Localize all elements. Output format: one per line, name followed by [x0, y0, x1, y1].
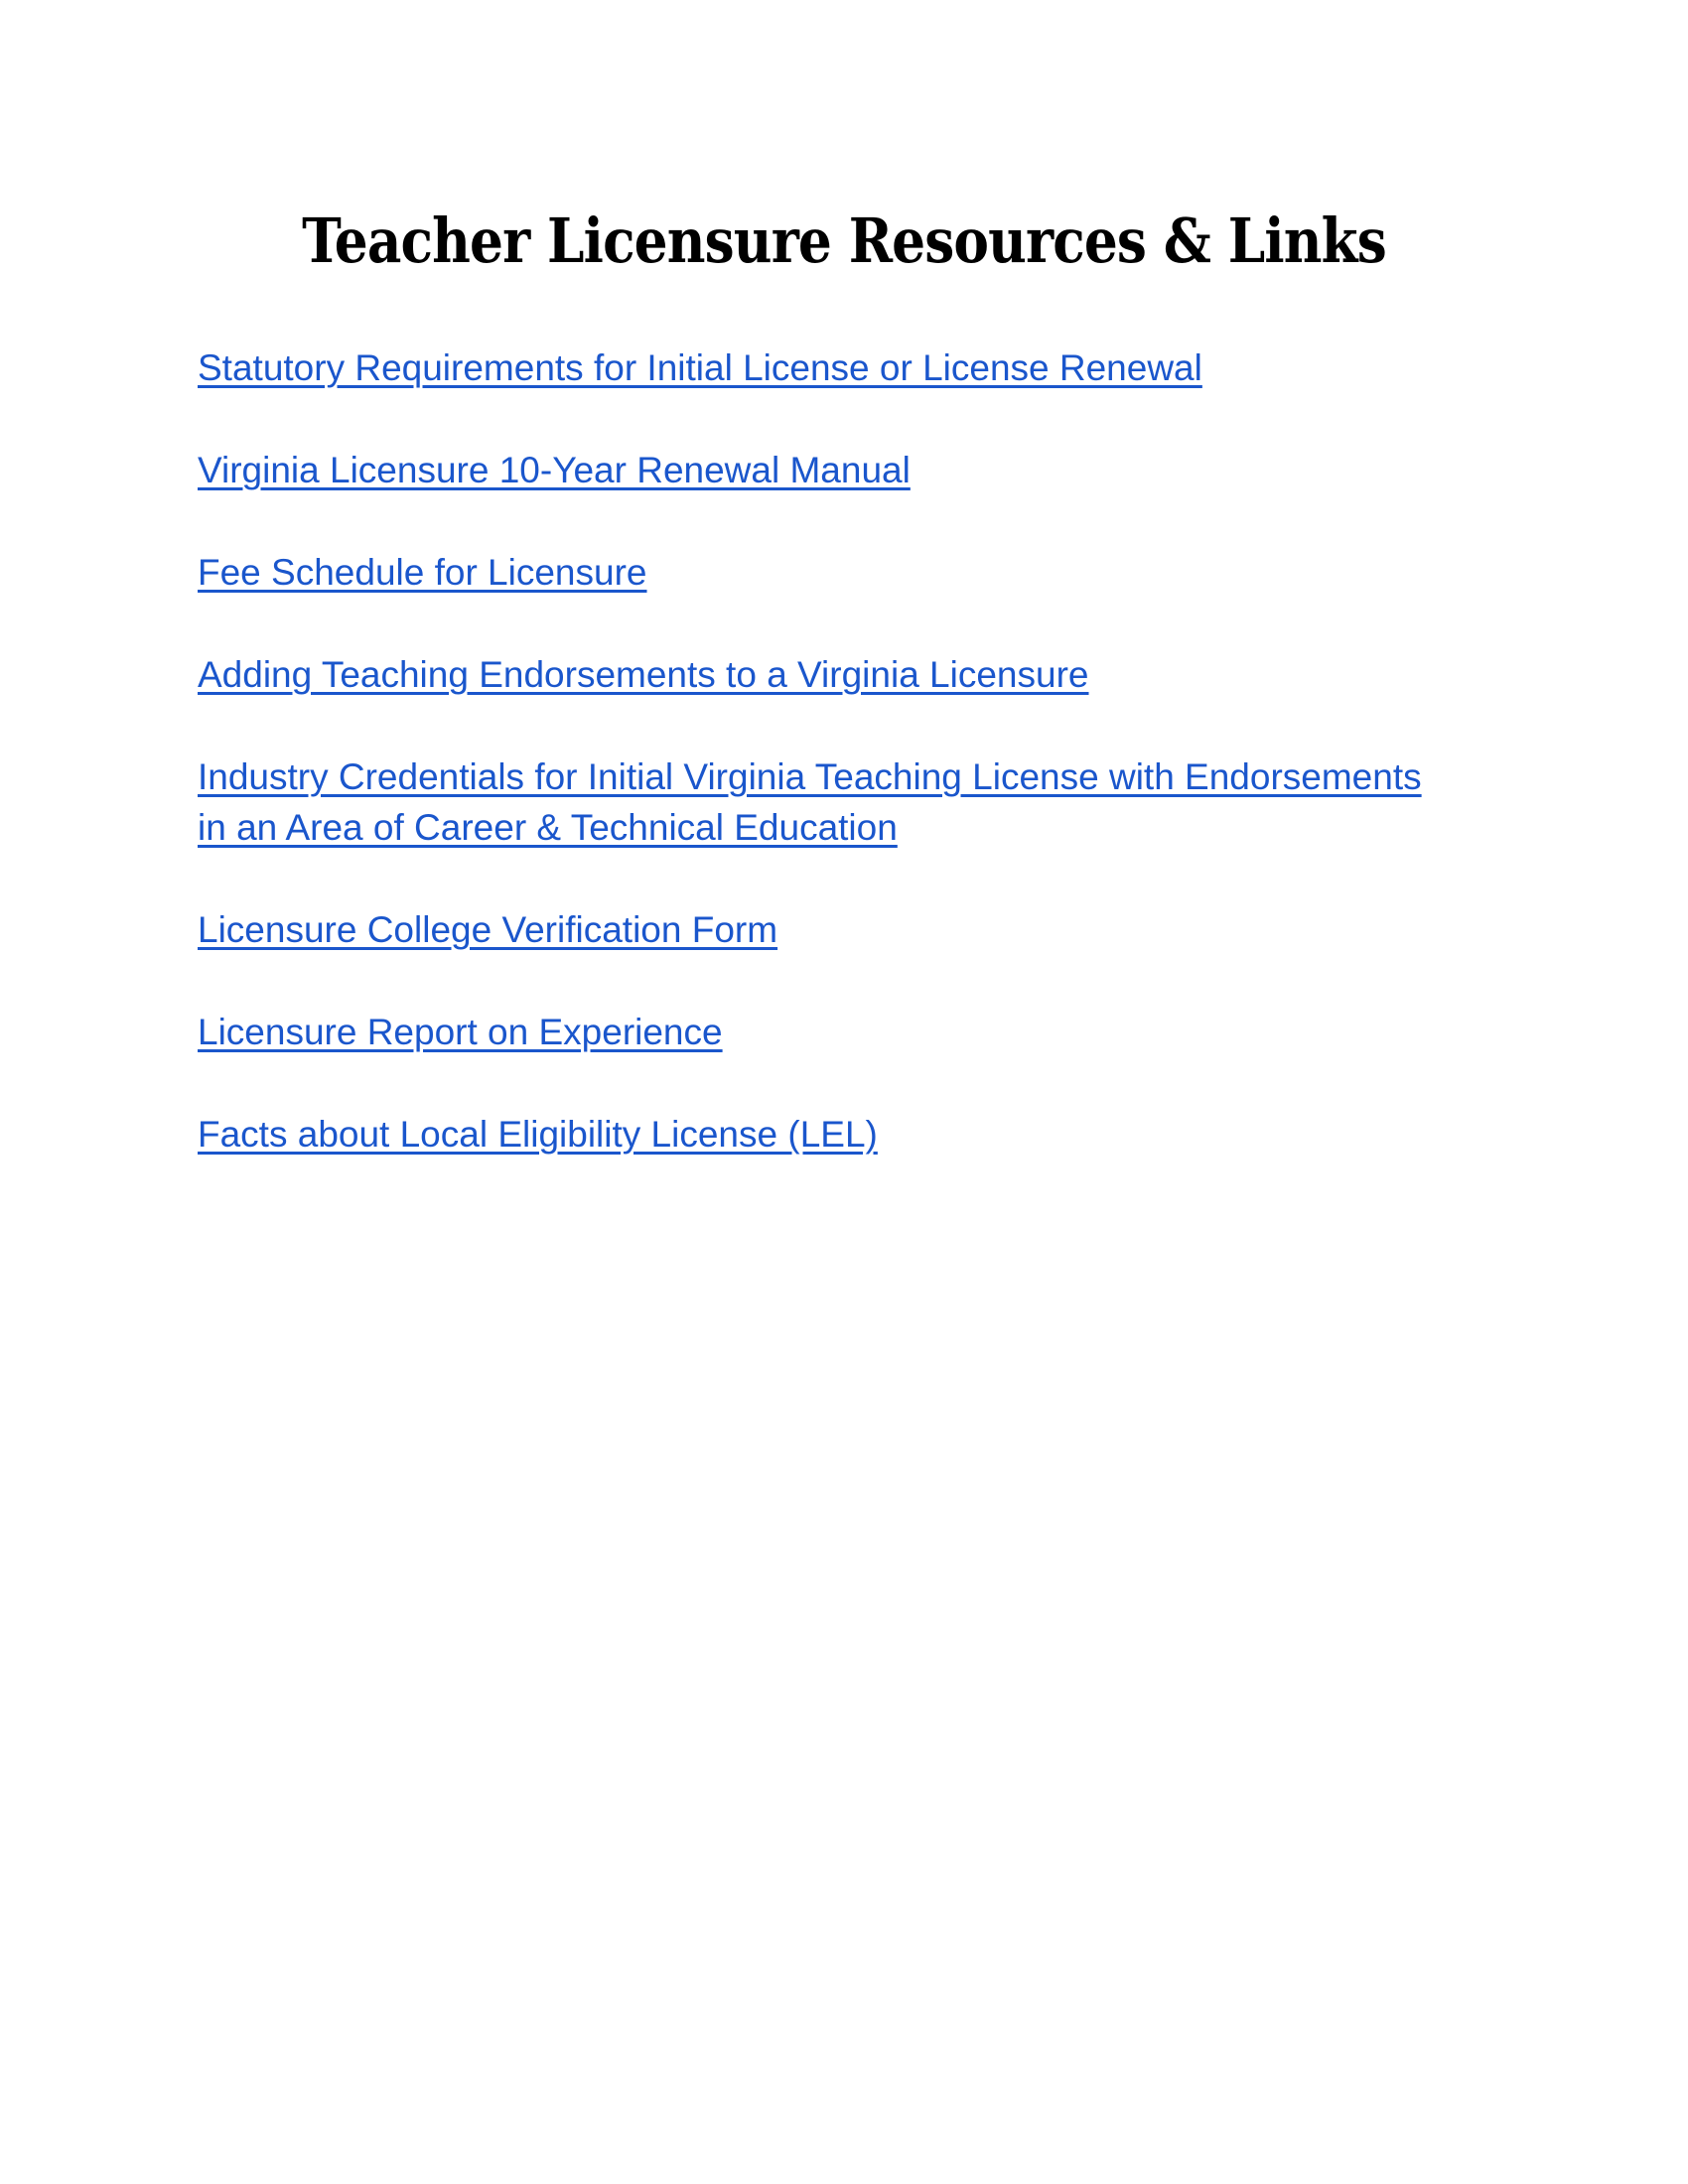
link-adding-endorsements[interactable]: Adding Teaching Endorsements to a Virginia Licensure	[198, 654, 1089, 695]
link-fee-schedule[interactable]: Fee Schedule for Licensure	[198, 552, 647, 593]
link-local-eligibility-license[interactable]: Facts about Local Eligibility License (LEL)	[198, 1114, 878, 1155]
link-renewal-manual[interactable]: Virginia Licensure 10-Year Renewal Manual	[198, 450, 911, 490]
link-industry-credentials-line2[interactable]: in an Area of Career & Technical Education	[198, 807, 898, 848]
link-industry-credentials[interactable]: Industry Credentials for Initial Virginia Teaching License with Endorsements	[198, 756, 1422, 797]
link-college-verification-form[interactable]: Licensure College Verification Form	[198, 909, 778, 950]
link-report-on-experience[interactable]: Licensure Report on Experience	[198, 1012, 723, 1052]
link-statutory-requirements[interactable]: Statutory Requirements for Initial License or License Renewal	[198, 347, 1202, 388]
page-title: Teacher Licensure Resources & Links	[302, 205, 1386, 277]
